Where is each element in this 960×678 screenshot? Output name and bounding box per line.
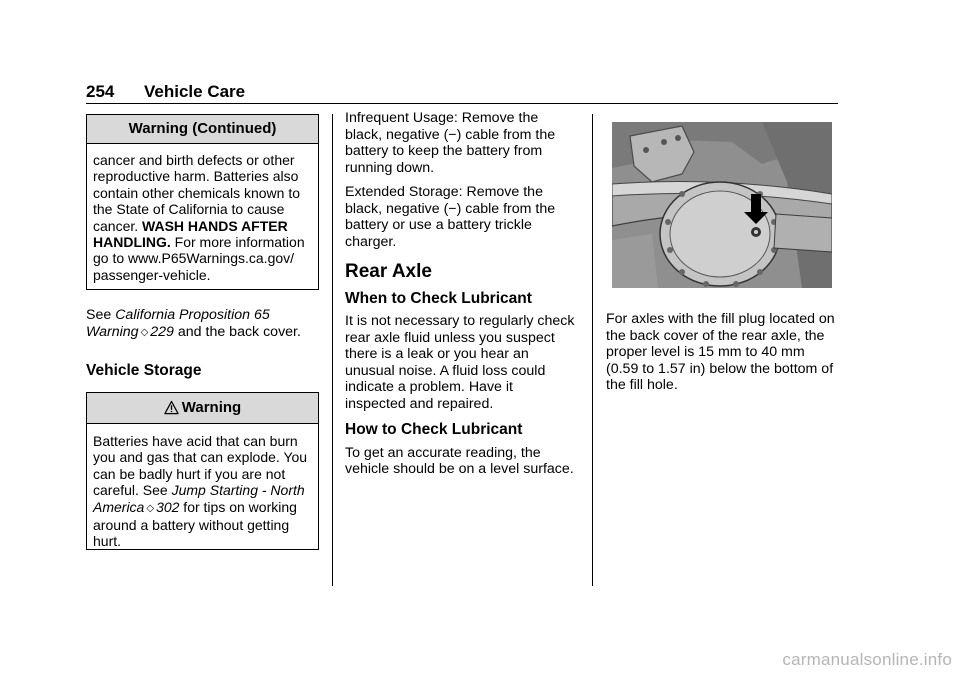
warning-continued-title: Warning (Continued) xyxy=(87,115,318,144)
warning-continued-body xyxy=(87,144,318,291)
proposition-link[interactable]: California Proposition 65 Warning xyxy=(86,307,270,340)
see-proposition-paragraph xyxy=(86,307,318,341)
rear-axle-heading: Rear Axle xyxy=(345,261,432,282)
fill-level-caption: For axles with the fill plug located on the back cover of the rear axle, the proper level is 15 mm to 40 mm (0.59 to 1.57 in) below the bottom of the fill hole. xyxy=(606,311,835,393)
when-to-check-heading: When to Check Lubricant xyxy=(345,289,532,307)
see-text: See xyxy=(86,307,116,323)
vehicle-storage-heading: Vehicle Storage xyxy=(86,362,202,379)
how-to-check-paragraph: To get an accurate reading, the vehicle should be on a level surface. xyxy=(345,444,574,477)
jump-starting-page[interactable]: 302 xyxy=(156,498,180,515)
when-to-check-paragraph: It is not necessary to regularly check rear axle fluid unless you suspect there is a leak or you hear an unusual noise. A fluid loss could indicate a problem. Have it inspected and repaired. xyxy=(345,313,575,412)
warning-continued-box xyxy=(86,114,319,290)
see-post-text: and the back cover. xyxy=(173,323,301,340)
watermark: carmanualsonline.info xyxy=(782,650,952,669)
warning-continued-bold: WASH HANDS AFTER HANDLING. xyxy=(93,217,288,251)
infrequent-usage-paragraph: Infrequent Usage: Remove the black, negative (−) cable from the battery to keep the battery from running down. xyxy=(345,110,556,176)
warning-continued-text-2: For more information go to www.P65Warnings.ca.gov/ passenger-vehicle. xyxy=(93,234,305,283)
battery-warning-text: Batteries have acid that can burn you and gas that can explode. You can be badly hurt if you are not careful. See xyxy=(93,433,308,499)
page-number: 254 xyxy=(86,82,115,101)
jump-starting-link[interactable]: Jump Starting - North America xyxy=(93,482,305,515)
column-divider-2 xyxy=(592,114,593,586)
battery-warning-header xyxy=(87,393,318,424)
proposition-page[interactable]: 229 xyxy=(150,323,174,340)
column-divider-1 xyxy=(332,114,333,586)
page-reference-icon: ◇ xyxy=(140,326,149,338)
column-2 xyxy=(345,110,577,478)
battery-warning-title: Warning xyxy=(181,399,242,416)
section-title: Vehicle Care xyxy=(144,82,246,101)
page-reference-icon: ◇ xyxy=(146,502,155,514)
battery-warning-box xyxy=(86,392,319,550)
rear-axle-fill-plug-illustration xyxy=(612,122,832,288)
warning-triangle-icon xyxy=(164,400,179,415)
extended-storage-paragraph: Extended Storage: Remove the black, negative (−) cable from the battery or use a battery trickle charger. xyxy=(345,184,556,250)
battery-warning-text-2: for tips on working around a battery without getting hurt. xyxy=(93,498,297,550)
header-rule xyxy=(86,103,838,104)
warning-continued-text: cancer and birth defects or other reproductive harm. Batteries also contain other chemicals known to the State of California to cause cancer. xyxy=(93,152,300,234)
how-to-check-heading: How to Check Lubricant xyxy=(345,421,523,438)
battery-warning-body xyxy=(87,424,318,558)
